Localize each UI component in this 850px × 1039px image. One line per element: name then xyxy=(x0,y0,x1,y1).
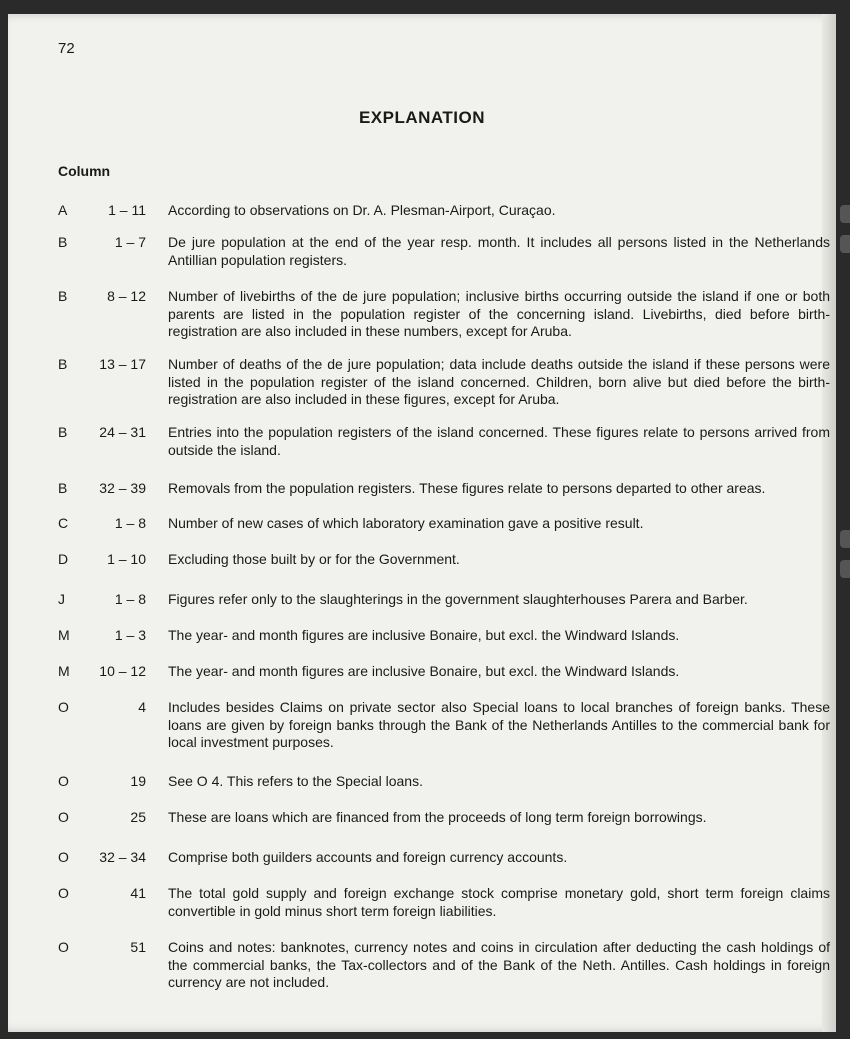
entry-column-range: 32 – 34 xyxy=(99,849,146,865)
binder-ring xyxy=(840,530,850,548)
entry-column-range: 13 – 17 xyxy=(99,356,146,372)
entry-row xyxy=(58,288,830,341)
entry-column-range: 1 – 11 xyxy=(108,202,146,218)
entry-column-letter: O xyxy=(58,809,69,825)
entry-row xyxy=(58,699,830,752)
entry-description: De jure population at the end of the year resp. month. It includes all persons listed in the Netherlands Antillian population registers. xyxy=(168,234,830,268)
entry-row xyxy=(58,885,830,920)
entry-column-letter: B xyxy=(58,480,68,496)
entry-description: The total gold supply and foreign exchange stock comprise monetary gold, short term foreign claims convertible in gold minus short term foreign liabilities. xyxy=(168,885,830,919)
entry-row xyxy=(58,591,830,609)
entry-column-range: 1 – 8 xyxy=(114,515,146,531)
entry-row xyxy=(58,627,830,645)
entry-column-letter: C xyxy=(58,515,69,531)
entry-column-range: 1 – 10 xyxy=(107,551,146,567)
entry-column-range: 41 xyxy=(130,885,146,901)
entry-column-letter: M xyxy=(58,627,70,643)
entry-description: Entries into the population registers of the island concerned. These figures relate to persons arrived from outside the island. xyxy=(168,424,830,458)
entry-column-range: 51 xyxy=(130,939,146,955)
entry-description: Number of deaths of the de jure population; data include deaths outside the island if these persons were listed in the population register of the island concerned. Children, born alive but died before the birth-registration are also included in these figures, except for Aruba. xyxy=(168,356,830,407)
entry-row xyxy=(58,773,830,791)
binder-ring xyxy=(840,205,850,223)
entry-row xyxy=(58,356,830,409)
entry-column-range: 10 – 12 xyxy=(99,663,146,679)
entry-column-letter: J xyxy=(58,591,65,607)
entry-description: Includes besides Claims on private sector also Special loans to local branches of foreign banks. These loans are given by foreign banks through the Bank of the Netherlands Antilles to the commercial bank for local investment purposes. xyxy=(168,699,830,750)
binder-rings xyxy=(836,0,850,1039)
page-title: EXPLANATION xyxy=(358,108,486,127)
entry-column-letter: B xyxy=(58,234,68,250)
entry-column-range: 1 – 8 xyxy=(114,591,146,607)
entry-column-letter: B xyxy=(58,356,68,372)
entry-row xyxy=(58,551,830,569)
entry-row xyxy=(58,849,830,867)
entry-description: The year- and month figures are inclusive Bonaire, but excl. the Windward Islands. xyxy=(168,663,680,679)
entry-column-range: 25 xyxy=(130,809,146,825)
page-number: 72 xyxy=(58,40,75,57)
binder-ring xyxy=(840,235,850,253)
entry-column-range: 19 xyxy=(130,773,146,789)
entry-column-range: 1 – 7 xyxy=(114,234,146,250)
entry-description: Number of new cases of which laboratory examination gave a positive result. xyxy=(168,515,644,531)
entry-description: These are loans which are financed from the proceeds of long term foreign borrowings. xyxy=(168,809,707,825)
entry-column-letter: O xyxy=(58,773,69,789)
entry-column-letter: B xyxy=(58,424,68,440)
entry-column-letter: D xyxy=(58,551,69,567)
entry-row xyxy=(58,939,830,992)
document-page xyxy=(8,14,836,1032)
entry-description: According to observations on Dr. A. Plesman-Airport, Curaçao. xyxy=(168,202,556,218)
entry-column-range: 8 – 12 xyxy=(107,288,146,304)
entry-column-letter: O xyxy=(58,939,69,955)
entry-description: Removals from the population registers. These figures relate to persons departed to other areas. xyxy=(168,480,766,496)
entry-description: The year- and month figures are inclusive Bonaire, but excl. the Windward Islands. xyxy=(168,627,680,643)
entry-description: See O 4. This refers to the Special loans. xyxy=(168,773,423,789)
entry-column-range: 1 – 3 xyxy=(114,627,146,643)
entry-description: Excluding those built by or for the Government. xyxy=(168,551,460,567)
entry-row xyxy=(58,809,830,827)
entry-column-range: 24 – 31 xyxy=(99,424,146,440)
entry-row xyxy=(58,424,830,459)
entry-column-letter: O xyxy=(58,885,69,901)
entry-row xyxy=(58,202,830,220)
entry-row xyxy=(58,480,830,498)
entry-column-range: 32 – 39 xyxy=(99,480,146,496)
entry-description: Coins and notes: banknotes, currency notes and coins in circulation after deducting the cash holdings of the commercial banks, the Tax-collectors and of the Bank of the Neth. Antilles. Cash holdings in foreign currency are not included. xyxy=(168,939,830,990)
column-header: Column xyxy=(58,163,111,179)
entry-row xyxy=(58,663,830,681)
entry-column-letter: A xyxy=(58,202,68,218)
entry-column-letter: O xyxy=(58,699,69,715)
entry-column-letter: M xyxy=(58,663,70,679)
entry-description: Figures refer only to the slaughterings in the government slaughterhouses Parera and Barber. xyxy=(168,591,748,607)
entry-column-letter: O xyxy=(58,849,69,865)
entry-row xyxy=(58,515,830,533)
entry-column-range: 4 xyxy=(138,699,146,715)
entry-row xyxy=(58,234,830,269)
entry-column-letter: B xyxy=(58,288,68,304)
entry-description: Number of livebirths of the de jure population; inclusive births occurring outside the island if one or both parents are listed in the population register of the concerning island. Livebirths, died before birth-registration are also included in these numbers, except for Aruba. xyxy=(168,288,830,339)
entry-description: Comprise both guilders accounts and foreign currency accounts. xyxy=(168,849,568,865)
binder-ring xyxy=(840,560,850,578)
